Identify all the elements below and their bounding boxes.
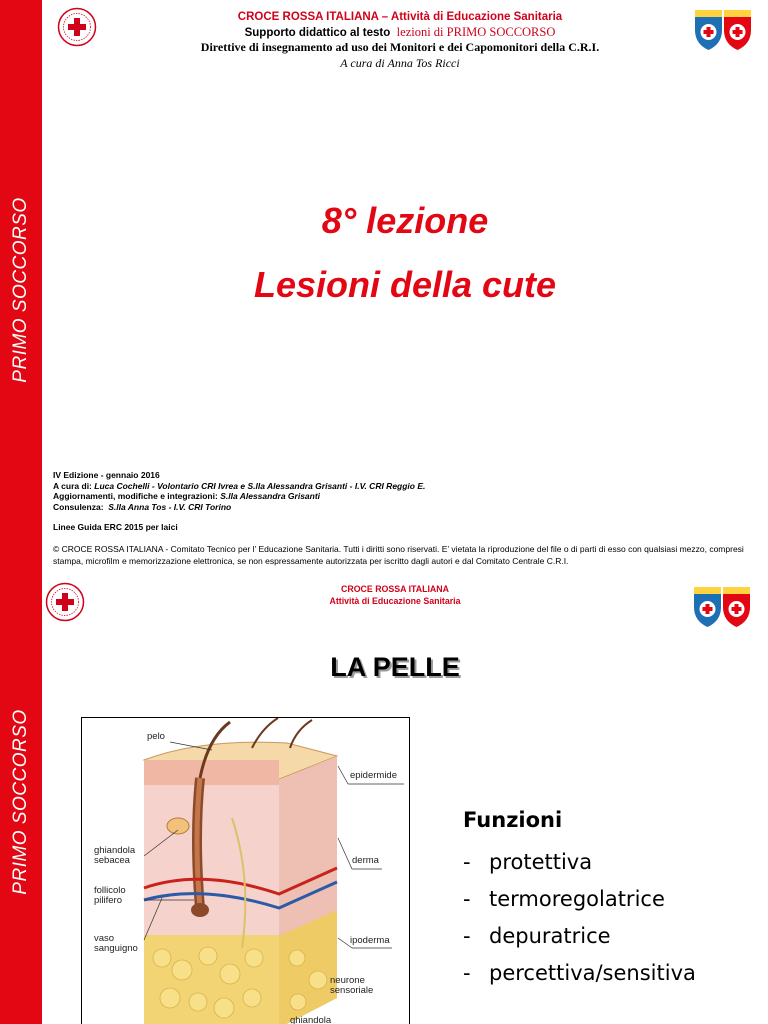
functions-title: Funzioni [463,808,563,832]
functions-list [463,844,696,992]
function-label: termoregolatrice [489,887,665,911]
copyright-text: © CROCE ROSSA ITALIANA - Comitato Tecnico per l’ Educazione Sanitaria. Tutti i diritti sono riservati. E’ vietata la riproduzione del file o di parti di esso con qualsiasi mezzo, compresi stampa, microfilm e memorizzazione elettronica, se non espressamente autorizzata per iscritto dagli autori e dal Comitato Centrale C.R.I. [53,544,744,566]
red-cross-seal-icon [45,582,85,622]
label-vaso-2: sanguigno [94,943,138,954]
function-item: - protettiva [463,850,593,874]
slide-title: LA PELLE [330,652,460,682]
side-label: PRIMO SOCCORSO [10,197,31,383]
lesson-title: Lesioni della cute [253,264,557,305]
credits-block [53,470,753,512]
function-label: depuratrice [489,924,611,948]
header2-line2: Attività di Educazione Sanitaria [329,596,461,606]
header-support-prefix: Supporto didattico al testo [244,27,391,39]
slide-la-pelle [0,580,768,1024]
side-bar [0,580,42,1024]
header-directives: Direttive di insegnamento ad uso dei Monitori e dei Capomonitori della C.R.I. [200,40,600,54]
function-label: percettiva/sensitiva [489,961,696,985]
label-ghiandola-sebacea [94,846,135,866]
function-item: - percettiva/sensitiva [463,961,696,985]
label-neurone-1: neurone [330,975,365,986]
monitore-capomonitore-shields-icon [694,8,752,52]
label-follicolo-2: pilifero [94,895,122,906]
header-organization: CROCE ROSSA ITALIANA – Attività di Educazione Sanitaria [237,11,563,23]
cura-names: Luca Cochelli - Volontario CRI Ivrea e S.lla Alessandra Grisanti - I.V. CRI Reggio E. [94,480,426,491]
guidelines-text: Linee Guida ERC 2015 per laici [53,522,178,532]
label-ipoderma: ipoderma [350,935,390,946]
label-vaso-1: vaso [94,933,115,944]
label-vaso-sanguigno [94,934,138,954]
lesson-number: 8° lezione [321,200,489,241]
label-follicolo-pilifero [94,886,126,906]
side-bar [0,0,42,580]
function-label: protettiva [489,850,593,874]
label-ghiandola-bottom: ghiandola [290,1015,332,1024]
label-neurone-sensoriale [330,976,373,996]
header-support [90,25,710,40]
header-curator: A cura di Anna Tos Ricci [340,56,460,70]
cura-label: A cura di: [53,480,92,491]
header2-line1: CROCE ROSSA ITALIANA [340,584,449,594]
label-neurone-2: sensoriale [330,985,374,996]
agg-label: Aggiornamenti, modifiche e integrazioni: [53,491,218,502]
cons-names: S.lla Anna Tos - I.V. CRI Torino [108,501,232,512]
monitore-capomonitore-shields-icon [693,585,751,629]
function-item: - termoregolatrice [463,887,665,911]
side-label: PRIMO SOCCORSO [10,709,31,895]
agg-names: S.lla Alessandra Grisanti [220,491,321,502]
edition-text: IV Edizione - gennaio 2016 [53,470,160,480]
label-follicolo-1: follicolo [94,885,126,896]
label-epidermide: epidermide [350,770,397,781]
label-derma: derma [352,855,379,866]
skin-diagram [81,717,410,1024]
function-item: - depuratrice [463,924,611,948]
label-ghiandola-sebacea-2: sebacea [94,855,130,866]
label-pelo: pelo [147,731,165,742]
header-support-red: lezioni di PRIMO SOCCORSO [396,25,556,39]
cons-label: Consulenza: [53,501,104,512]
label-ghiandola-sebacea-1: ghiandola [94,845,136,856]
